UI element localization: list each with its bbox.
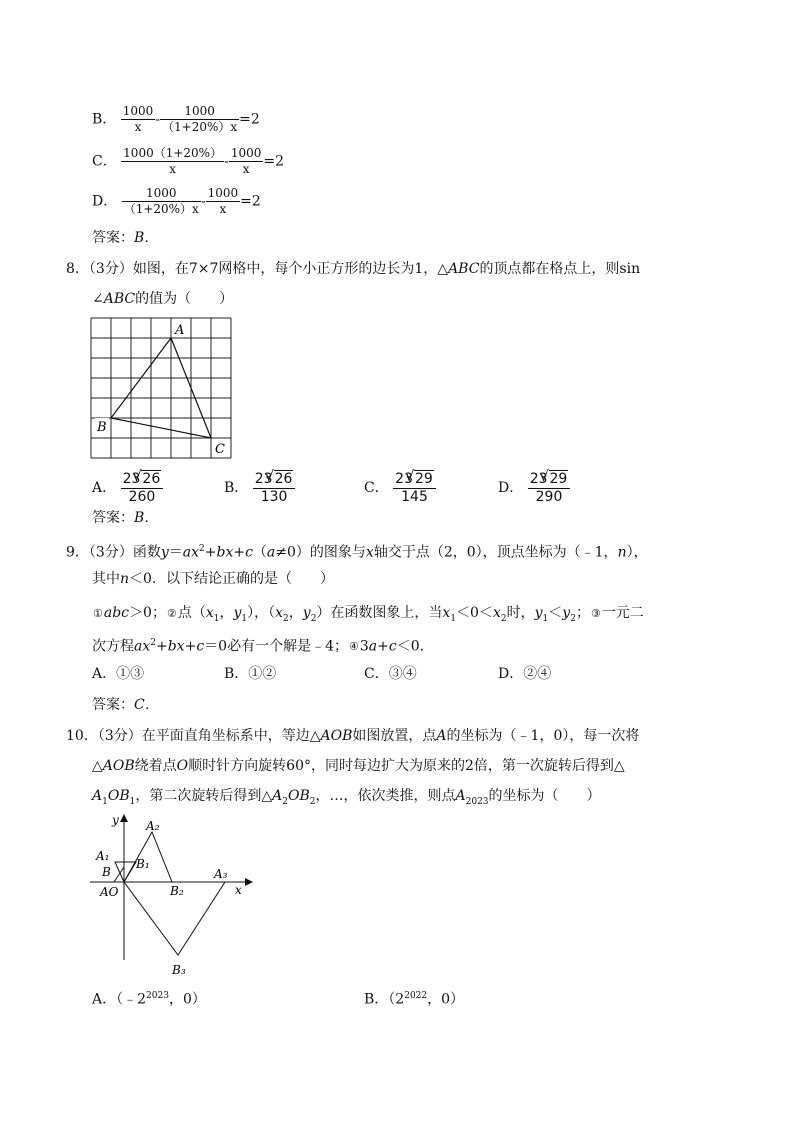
q10-option-b: B．（$2^{2022}$，0） <box>364 991 465 1008</box>
q9-answer: 答案：C． <box>92 697 159 713</box>
q10-rotation-figure <box>90 810 260 980</box>
q7-answer: 答案：B． <box>92 230 159 246</box>
label-b: B <box>97 420 107 435</box>
label-b2: B₂ <box>170 884 184 898</box>
q8-answer: 答案：B． <box>92 510 159 526</box>
fraction: $\frac{1000}{x}$ <box>230 146 262 176</box>
q9-stem-line1: 9．（3分）函数$y=ax^2+bx+c(a\ne 0)$的图象与x轴交于点（2，0），顶点坐标为（﹣1，n）， <box>66 544 648 561</box>
q9-option-d: D．②④ <box>498 666 552 682</box>
q9-option-b: B．①② <box>224 666 277 682</box>
q8-option-a: A． $\frac{23√ 26}{260}$ <box>92 470 163 506</box>
label-b: B <box>102 865 111 879</box>
fraction: $\frac{23√ 29}{145}$ <box>393 470 436 506</box>
fraction: $\frac{1000(1+20\%)}{x}$ <box>123 146 223 176</box>
q10-stem-line2: △AOB绕着点O顺时针方向旋转60°，同时每边扩大为原来的2倍，第一次旋转后得到△ <box>92 758 625 774</box>
q10-stem-line3: $A_1OB_1$，第二次旋转后得到$\triangle A_2OB_2$，…，依次类推，则点$A_{2023}$的坐标为（ ） <box>92 788 601 807</box>
label-a-origin: AO <box>100 885 119 899</box>
label-y: y <box>112 813 119 827</box>
triangle-abc <box>111 338 211 438</box>
fraction: $\frac{23√ 26}{130}$ <box>253 470 296 506</box>
fraction: $\frac{1000}{(1+20\%)x}$ <box>123 186 199 216</box>
q10-stem-line1: 10．（3分）在平面直角坐标系中，等边△AOB如图放置，点A的坐标为（﹣1，0），每一次将 <box>66 728 640 744</box>
label-b1: B₁ <box>136 857 150 871</box>
q10-option-a: A．（$﹣2^{2023}$，0） <box>92 991 206 1008</box>
label-a3: A₃ <box>214 867 228 881</box>
q9-options <box>92 664 144 684</box>
q8-option-d: D． $\frac{23√ 29}{290}$ <box>498 470 570 506</box>
q8-option-c: C． $\frac{23√ 29}{145}$ <box>364 470 436 506</box>
fraction: $\frac{1000}{(1+20\%)x}$ <box>162 104 238 134</box>
fraction: $\frac{1000}{x}$ <box>122 104 154 134</box>
label-a2: A₂ <box>146 819 160 833</box>
q8-grid-figure <box>86 315 236 460</box>
label-c: C <box>215 442 225 457</box>
q9-option-a: A．①③ <box>92 666 145 682</box>
fraction: $\frac{23√ 26}{260}$ <box>121 470 164 506</box>
q9-conclusions-line1: ①abc＞0；②点（$x_1$，$y_1$），（$x_2$，$y_2$）在函数图象上，当$x_1<0<x_2$时，$y_1<y_2$；③一元二 <box>93 605 644 624</box>
label-a1: A₁ <box>96 849 110 863</box>
label-a: A <box>175 323 185 338</box>
q7-option-d: D． $\frac{1000}{(1+20\%)x}$ - $\frac{1000}{x}$ =2 <box>92 186 261 216</box>
q7-option-b: B． $\frac{1000}{x}$ - $\frac{1000}{(1+20\%)x}$ =2 <box>92 104 260 134</box>
q9-stem-line2: 其中n＜0．以下结论正确的是（ ） <box>92 571 334 587</box>
label-b3: B₃ <box>172 963 186 977</box>
label-x: x <box>235 883 242 897</box>
fraction: $\frac{1000}{x}$ <box>207 186 239 216</box>
q8-option-b: B． $\frac{23√ 26}{130}$ <box>224 470 295 506</box>
q8-stem-line1: 8．（3分）如图，在7×7网格中，每个小正方形的边长为1，△ABC的顶点都在格点上，则sin <box>66 261 641 277</box>
q9-option-c: C．③④ <box>364 666 417 682</box>
q9-conclusions-line2: 次方程$ax^2+bx+c=0$必有一个解是﹣4；④3a+c＜0． <box>92 638 434 655</box>
q8-stem-line2: ∠ABC的值为（ ） <box>92 291 234 307</box>
fraction: $\frac{23√ 29}{290}$ <box>528 470 571 506</box>
q7-option-c: C． $\frac{1000(1+20\%)}{x}$ - $\frac{1000}{x}$ =2 <box>92 146 284 176</box>
